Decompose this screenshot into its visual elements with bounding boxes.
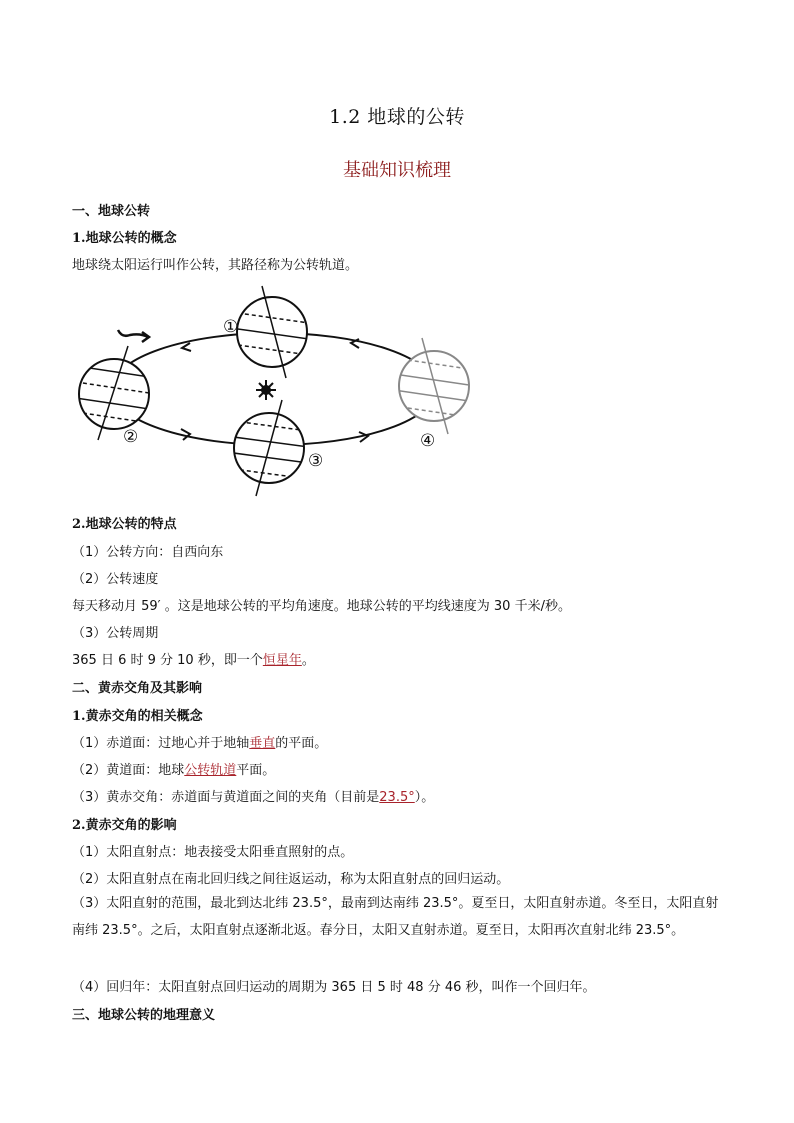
obliquity-post: ）。 (414, 790, 435, 805)
effect-4: （4）回归年：太阳直射点回归运动的周期为 365 日 5 时 48 分 46 秒，叫作一个回归年。 (72, 980, 596, 995)
section-subtitle: 基础知识梳理 (343, 160, 451, 181)
direction-line: （1）公转方向：自西向东 (72, 545, 224, 560)
heading-significance: 三、地球公转的地理意义 (72, 1008, 216, 1023)
obliquity-line (72, 786, 434, 805)
speed-text: 每天移动月 59′ 。这是地球公转的平均角速度。地球公转的平均线速度为 30 千米/秒。 (72, 599, 571, 614)
label-position-4: ④ (420, 431, 436, 451)
period-text-post: 。 (301, 653, 315, 668)
speed-heading: （2）公转速度 (72, 572, 159, 587)
page-title: 1.2 地球的公转 (329, 106, 465, 128)
earth-position-3 (226, 400, 316, 496)
subheading-concept: 1.地球公转的概念 (72, 231, 177, 246)
ecliptic-plane-post: 平面。 (236, 763, 276, 778)
earth-position-4 (394, 338, 476, 434)
orbit-highlight: 公转轨道 (184, 763, 237, 778)
period-text (72, 649, 315, 668)
period-text-pre: 365 日 6 时 9 分 10 秒，即一个 (72, 653, 263, 668)
label-position-2: ② (123, 427, 139, 447)
earth-position-1 (231, 286, 316, 378)
heading-obliquity: 二、黄赤交角及其影响 (72, 681, 203, 696)
subheading-features: 2.地球公转的特点 (72, 517, 177, 532)
period-heading: （3）公转周期 (72, 626, 159, 641)
concept-text: 地球绕太阳运行叫作公转，其路径称为公转轨道。 (72, 258, 359, 273)
orbit-diagram (76, 282, 480, 498)
subheading-obliquity-effects: 2.黄赤交角的影响 (72, 818, 177, 833)
angle-highlight: 23.5° (379, 790, 415, 805)
effect-2: （2）太阳直射点在南北回归线之间往返运动，称为太阳直射点的回归运动。 (72, 872, 510, 887)
effect-1: （1）太阳直射点：地表接受太阳垂直照射的点。 (72, 845, 354, 860)
equator-plane-pre: （1）赤道面：过地心并于地轴 (72, 736, 250, 751)
earth-position-2 (76, 346, 156, 440)
sun-icon (256, 380, 276, 400)
label-position-1: ① (223, 317, 239, 337)
effect-3: （3）太阳直射的范围，最北到达北纬 23.5°，最南到达南纬 23.5°。夏至日，太阳直射赤道。冬至日，太阳直射南纬 23.5°。之后，太阳直射点逐渐北返。春分日，太阳又直射赤道。夏至日，太阳再次直射北纬 23.5°。 (72, 896, 719, 938)
equator-plane-line (72, 732, 327, 751)
ecliptic-plane-pre: （2）黄道面：地球 (72, 763, 185, 778)
obliquity-pre: （3）黄赤交角：赤道面与黄道面之间的夹角（目前是 (72, 790, 380, 805)
subheading-obliquity-concepts: 1.黄赤交角的相关概念 (72, 709, 203, 724)
heading-revolution: 一、地球公转 (72, 204, 151, 219)
ecliptic-plane-line (72, 759, 275, 778)
sidereal-year-highlight: 恒星年 (262, 653, 302, 668)
perpendicular-highlight: 垂直 (249, 736, 276, 751)
orbit-arrow-top-left (182, 343, 191, 351)
label-position-3: ③ (308, 451, 324, 471)
equator-plane-post: 的平面。 (275, 736, 328, 751)
